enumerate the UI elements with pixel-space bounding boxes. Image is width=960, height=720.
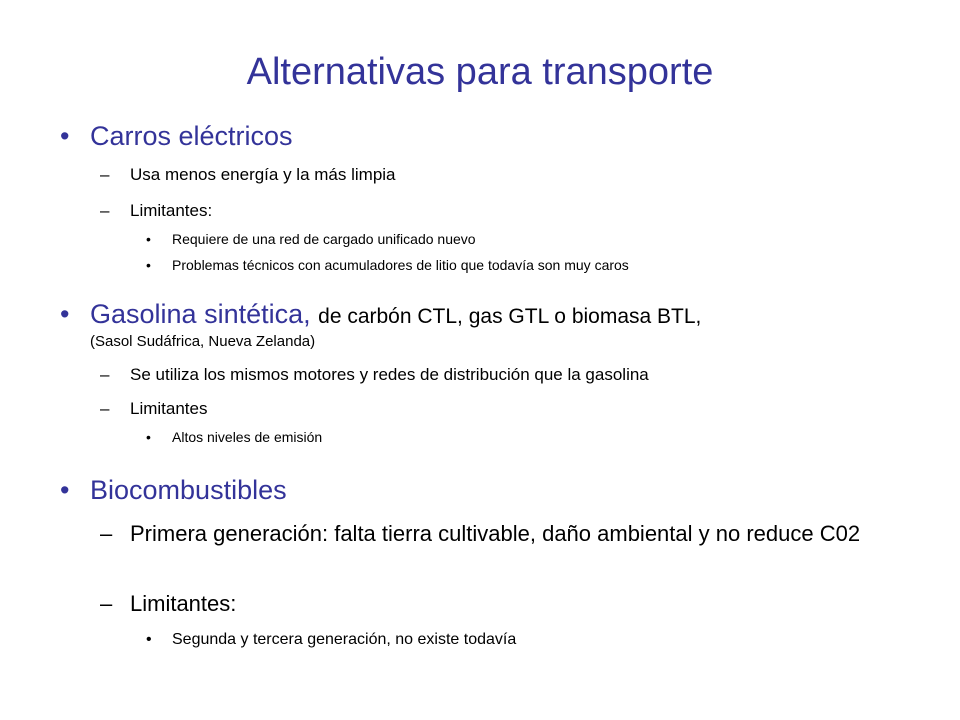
subitem-text: Limitantes: <box>130 201 213 220</box>
sub-subitem <box>146 428 926 446</box>
subitem <box>100 364 900 386</box>
bullet-glyph: • <box>146 257 151 273</box>
subitem <box>100 398 900 420</box>
subitem <box>100 590 900 618</box>
bullet-glyph: • <box>60 121 70 151</box>
sub-subitem-text: Segunda y tercera generación, no existe todavía <box>172 631 517 648</box>
sub-subitem-text: Altos niveles de emisión <box>172 429 323 445</box>
subitem-text: Limitantes: <box>130 591 237 616</box>
section-heading-line <box>90 298 701 333</box>
dash-glyph: – <box>100 201 110 220</box>
subitem-text: Se utiliza los mismos motores y redes de distribución que la gasolina <box>130 365 649 384</box>
dash-glyph: – <box>100 591 113 616</box>
section-heading: Carros eléctricos <box>90 121 293 151</box>
sub-subitem-text: Problemas técnicos con acumuladores de litio que todavía son muy caros <box>172 257 629 273</box>
bullet-biocombustibles <box>60 474 920 506</box>
dash-glyph: – <box>100 165 110 184</box>
subitem-text: Limitantes <box>130 399 208 418</box>
subitem <box>100 200 900 222</box>
bullet-glyph: • <box>146 231 151 247</box>
bullet-carros-electricos <box>60 120 920 152</box>
dash-glyph: – <box>100 521 113 546</box>
bullet-glyph: • <box>60 299 70 329</box>
dash-glyph: – <box>100 365 110 384</box>
subitem-text: Primera generación: falta tierra cultivable, daño ambiental y no reduce C02 <box>130 521 861 546</box>
sub-subitem <box>146 256 926 274</box>
sub-subitem-text: Requiere de una red de cargado unificado nuevo <box>172 231 476 247</box>
section-heading-note: (Sasol Sudáfrica, Nueva Zelanda) <box>90 333 316 350</box>
bullet-glyph: • <box>146 429 151 445</box>
section-heading-detail: de carbón CTL, gas GTL o biomasa BTL, <box>318 305 702 328</box>
sub-subitem <box>146 230 926 248</box>
section-heading: Biocombustibles <box>90 475 287 505</box>
subitem <box>100 520 880 580</box>
subitem <box>100 164 900 186</box>
slide-title: Alternativas para transporte <box>246 51 714 93</box>
dash-glyph: – <box>100 399 110 418</box>
bullet-glyph: • <box>146 631 152 648</box>
bullet-glyph: • <box>60 475 70 505</box>
subitem-text: Usa menos energía y la más limpia <box>130 165 396 184</box>
bullet-gasolina-sintetica <box>60 298 920 330</box>
sub-subitem <box>146 630 926 650</box>
section-heading: Gasolina sintética, <box>90 299 311 329</box>
